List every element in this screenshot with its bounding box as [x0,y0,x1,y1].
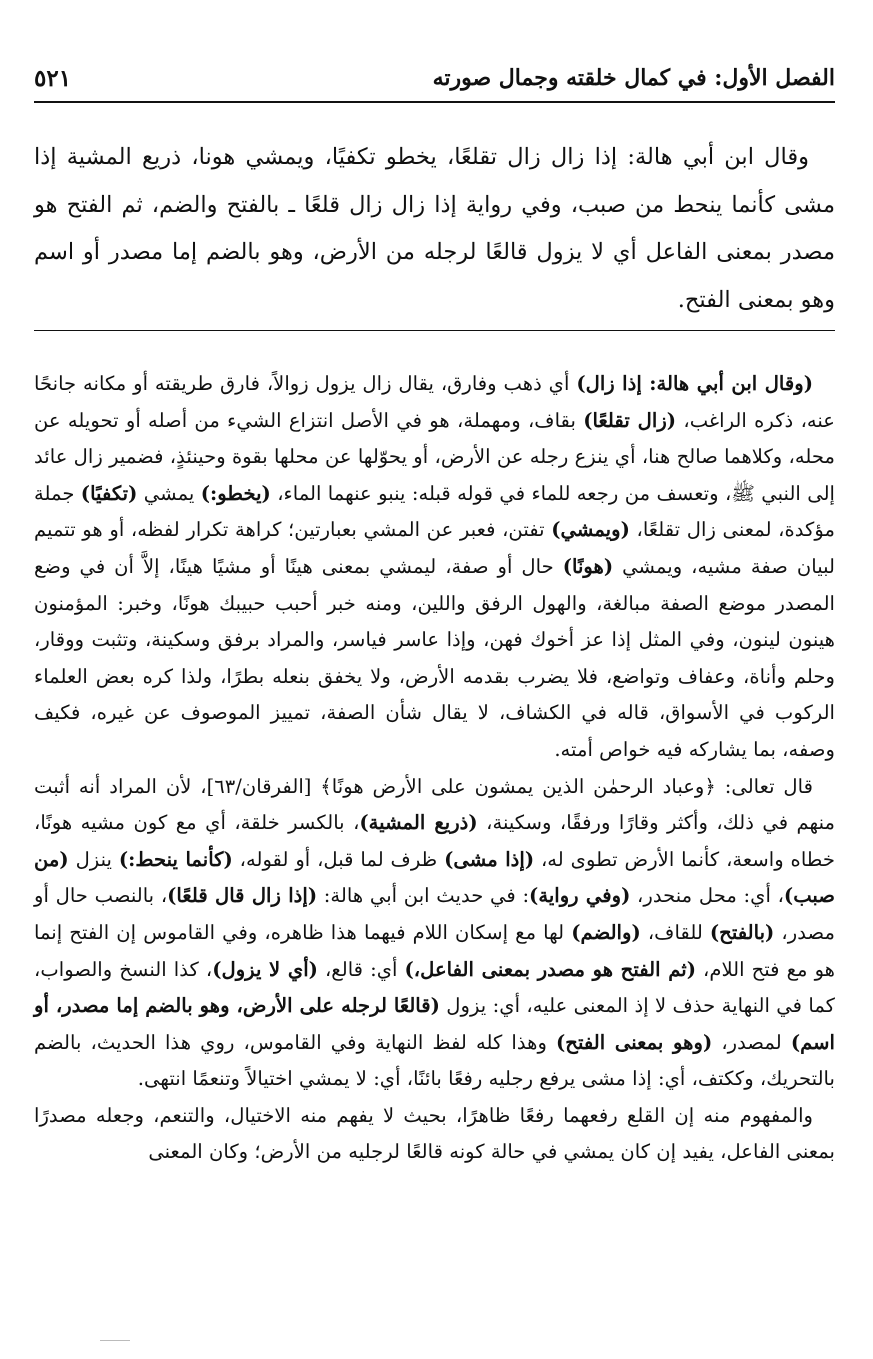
quote-bold: (ثم الفتح هو مصدر بمعنى الفاعل،) [404,957,696,981]
commentary-text: : في حديث ابن أبي هالة: [317,884,530,908]
quote-bold: (زال تقلعًا) [583,408,677,432]
quote-bold: (إذا زال قال قلعًا) [167,884,318,908]
commentary-text: لها مع إسكان اللام فيهما هذا ظاهره، وفي القاموس إن الفتح إنما هو مع فتح اللام، [34,920,836,981]
main-text [34,134,835,324]
commentary-text: للقاف، [640,920,710,944]
quote-bold: (وفي رواية) [529,884,631,908]
commentary-text: ينزل [68,847,119,871]
page-number: ٥٢١ [34,64,72,92]
commentary-paragraph-3: والمفهوم منه إن القلع رفعهما رفعًا ظاهرًا، بحيث لا يفهم منه الاختيال، والتنعم، وجعله مصدرًا بمعنى الفاعل، يفيد إن كان يمشي في حالة كونه قالعًا لرجليه من الأرض؛ وكان المعنى [34,1103,835,1164]
commentary-text: أي ذهب وفارق، يقال زال يزول زوالاً، فارق طريقته أو مكانه جانحًا عنه، ذكره الراغب، [34,372,835,432]
quote-bold: (تكفيًا) [80,481,138,505]
quote-bold: (يخطو:) [200,481,271,505]
scan-mark [100,1340,130,1341]
quote-bold: (ذريع المشية) [359,811,478,835]
page-header [34,58,835,98]
commentary-text: ، أي: محل منحدر، [630,884,784,908]
commentary-paragraph-2 [34,769,835,1098]
header-rule [34,101,835,103]
quote-bold: (ويمشي) [551,518,630,542]
commentary-text: ، كذا النسخ والصواب، كما في النهاية حذف لا إذ المعنى عليه، أي: يزول [34,957,835,1018]
commentary-text: ظرف لما قبل، أو لقوله، [232,847,445,871]
chapter-title: الفصل الأول: في كمال خلقته وجمال صورته [432,65,835,91]
commentary-text: بقاف، ومهملة، هو في الأصل انتزاع الشيء من أصله أو تحويله عن محله، وكلاهما صالح هنا، أي ينزع رجله عن الأرض، أو يحوّلها عن محلها بقوة وحينئذٍ، فضمير زال عائد إلى النبي ﷺ، وتعسف من رجعه للماء في قوله قبله: ينبو عنهما الماء، [34,408,835,505]
quote-bold: (وقال ابن أبي هالة: إذا زال) [576,372,813,395]
commentary-text: حال أو صفة، ليمشي بمعنى هينًا أو مشيًا هينًا، إلاَّ أن في وضع المصدر موضع الصفة مبالغة، والهول الرفق واللين، ومنه خبر أحبب حبيبك هونًا، وخبر: المؤمنون هينون لينون، وفي المثل إذا عز أخوك فهن، وإذا عاسر فياسر، والمراد برفق وسكينة، وتثبت ووقار، وحلم وأناة، وعفاف وتواضع، فلا يضرب بقدمه الأرض، ولا يخفق بنعله بطرًا، ولذا كره بعض العلماء الركوب في الأسواق، قاله في الكشاف، لا يقال شأن الصفة، تمييز الموصوف عن غيره، فكيف وصفه، بما يشاركه فيه خواص أمته. [34,554,835,761]
quote-bold: (إذا مشى) [444,847,535,871]
commentary-text: تفتن، فعبر عن المشي بعبارتين؛ كراهة تكرار لفظه، أو هو تتميم لبيان صفة مشيه، ويمشي [34,518,835,578]
quote-bold: (من صبب) [34,847,835,908]
quote-bold: (وهو بمعنى الفتح) [556,1030,713,1054]
commentary-text: جملة مؤكدة، لمعنى زال تقلعًا، [34,481,836,542]
commentary-text: ، بالنصب حال أو مصدر، [34,884,835,944]
quote-bold: (هونًا) [562,554,614,578]
quote-bold: (أي لا يزول) [212,957,318,981]
commentary-text: قال تعالى: ﴿وعباد الرحمٰن الذين يمشون على الأرض هونًا﴾ [الفرقان/٦٣]، لأن المراد أنه أثبت منهم في ذلك، وأكثر وقارًا ورفقًا، وسكينة، [34,774,835,835]
commentary-paragraph-1 [34,366,835,769]
separator-rule [34,330,835,331]
commentary [34,366,835,1171]
quote-bold: (قالعًا لرجله على الأرض، وهو بالضم إما مصدر، أو اسم) [34,994,835,1054]
quote-bold: (كأنما ينحط:) [118,847,233,871]
quote-bold: (بالفتح) [709,920,775,944]
main-text-paragraph: وقال ابن أبي هالة: إذا زال زال تقلعًا، يخطو تكفيًا، ويمشي هونا، ذريع المشية إذا مشى كأنما ينحط من صبب، وفي رواية إذا زال زال قلعًا ـ بالفتح والضم، ثم الفتح هو مصدر بمعنى الفاعل أي لا يزول قالعًا لرجله من الأرض، وهو بالضم إما مصدر أو اسم وهو بمعنى الفتح. [34,144,835,313]
commentary-text: أي: قالع، [317,957,405,981]
commentary-text: لمصدر، [712,1030,791,1054]
commentary-text: يمشي [137,481,201,505]
commentary-text: ، بالكسر خلقة، أي مع كون مشيه هونًا، خطاه واسعة، كأنما الأرض تطوى له، [34,811,835,871]
commentary-text: وهذا كله لفظ النهاية وفي القاموس، روي هذا الحديث، بالضم بالتحريك، وككتف، أي: إذا مشى يرفع رجليه رفعًا بائنًا، أي: لا يمشي اختيالاً وتنعمًا انتهى. [34,1030,835,1091]
quote-bold: (والضم) [571,920,641,944]
